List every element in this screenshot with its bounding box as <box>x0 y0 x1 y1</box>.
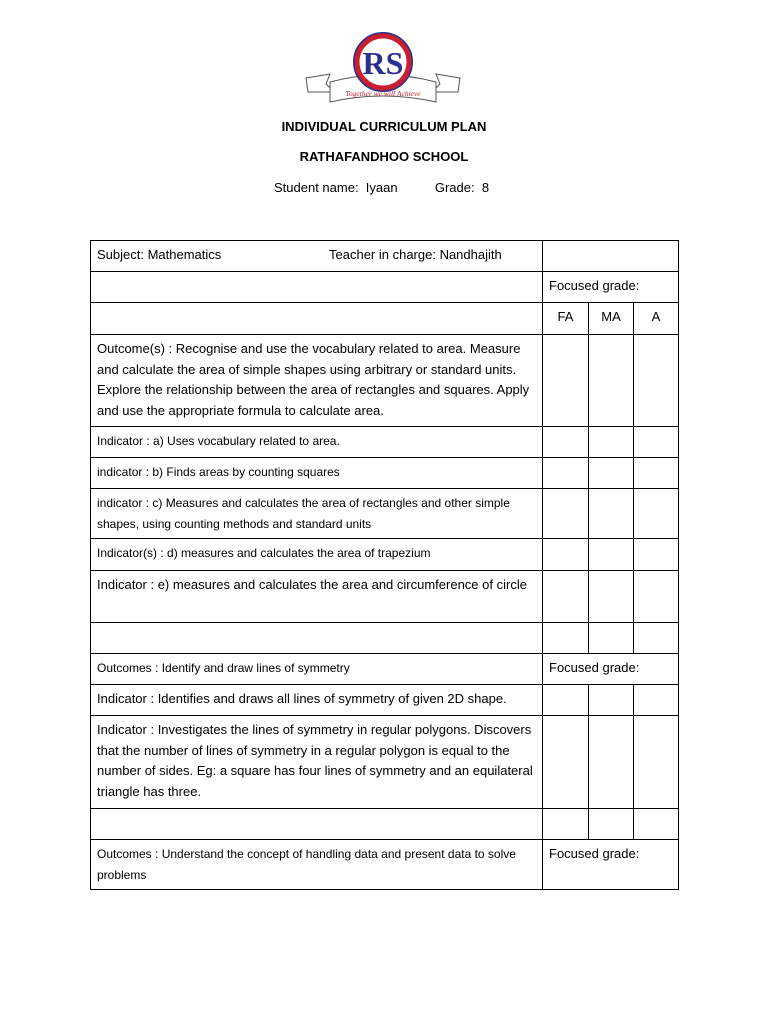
table-row <box>91 716 679 809</box>
student-info <box>274 180 489 195</box>
grade-cell[interactable] <box>543 458 589 489</box>
grade-cell[interactable] <box>543 571 589 623</box>
area-indicator-a: Indicator : a) Uses vocabulary related to area. <box>91 427 543 458</box>
table-row <box>91 571 679 623</box>
grade-column-ma: MA <box>589 303 634 335</box>
grade-cell[interactable] <box>589 571 634 623</box>
table-row <box>91 272 679 303</box>
table-cell <box>91 303 543 335</box>
data-handling-outcome: Outcomes : Understand the concept of handling data and present data to solve problems <box>91 840 543 890</box>
logo-motto: Together we will Achieve <box>345 89 421 98</box>
focused-grade-label: Focused grade: <box>543 840 679 890</box>
table-cell <box>543 241 679 272</box>
grade-cell[interactable] <box>634 335 679 427</box>
school-name: RATHAFANDHOO SCHOOL <box>299 149 469 164</box>
table-row <box>91 458 679 489</box>
table-row <box>91 840 679 890</box>
document-title: INDIVIDUAL CURRICULUM PLAN <box>281 119 487 134</box>
student-name: Iyaan <box>365 180 398 195</box>
grade-cell[interactable] <box>634 539 679 571</box>
subject-cell <box>91 241 543 272</box>
table-row <box>91 623 679 654</box>
table-cell <box>91 272 543 303</box>
grade-cell[interactable] <box>589 489 634 539</box>
logo-letters: RS <box>362 45 404 81</box>
focused-grade-label: Focused grade: <box>543 272 679 303</box>
grade-value: 8 <box>481 180 490 195</box>
table-cell <box>91 623 543 654</box>
grade-cell[interactable] <box>634 458 679 489</box>
grade-cell[interactable] <box>634 623 679 654</box>
grade-cell[interactable] <box>634 427 679 458</box>
table-row <box>91 241 679 272</box>
grade-cell[interactable] <box>634 685 679 716</box>
table-row <box>91 539 679 571</box>
school-logo <box>304 30 462 114</box>
subject-label: Subject: Mathematics <box>97 247 222 262</box>
table-row <box>91 335 679 427</box>
grade-cell[interactable] <box>543 489 589 539</box>
grade-cell[interactable] <box>543 623 589 654</box>
grade-cell[interactable] <box>634 571 679 623</box>
grade-cell[interactable] <box>589 809 634 840</box>
table-row <box>91 685 679 716</box>
table-row <box>91 489 679 539</box>
table-row <box>91 654 679 685</box>
grade-label: Grade: <box>434 180 475 195</box>
focused-grade-label: Focused grade: <box>543 654 679 685</box>
grade-cell[interactable] <box>589 539 634 571</box>
area-indicator-c: indicator : c) Measures and calculates the area of rectangles and other simple shapes, using counting methods and standard units <box>91 489 543 539</box>
grade-cell[interactable] <box>543 716 589 809</box>
curriculum-table <box>90 240 679 890</box>
grade-cell[interactable] <box>589 458 634 489</box>
grade-column-fa: FA <box>543 303 589 335</box>
grade-cell[interactable] <box>634 716 679 809</box>
area-indicator-d: Indicator(s) : d) measures and calculates the area of trapezium <box>91 539 543 571</box>
grade-cell[interactable] <box>589 685 634 716</box>
symmetry-indicator-1: Indicator : Identifies and draws all lines of symmetry of given 2D shape. <box>91 685 543 716</box>
area-indicator-e: Indicator : e) measures and calculates the area and circumference of circle <box>91 571 543 623</box>
table-row <box>91 427 679 458</box>
grade-cell[interactable] <box>589 716 634 809</box>
teacher-label: Teacher in charge: Nandhajith <box>329 247 502 262</box>
student-label: Student name: <box>274 180 359 195</box>
grade-cell[interactable] <box>589 335 634 427</box>
grade-cell[interactable] <box>589 623 634 654</box>
grade-cell[interactable] <box>543 539 589 571</box>
grade-cell[interactable] <box>543 427 589 458</box>
table-row <box>91 809 679 840</box>
grade-cell[interactable] <box>543 685 589 716</box>
grade-cell[interactable] <box>543 335 589 427</box>
table-cell <box>91 809 543 840</box>
symmetry-indicator-2: Indicator : Investigates the lines of symmetry in regular polygons. Discovers that the number of lines of symmetry in a regular polygon is equal to the number of sides. Eg: a square has four lines of symmetry and an equilateral triangle has three. <box>91 716 543 809</box>
grade-cell[interactable] <box>634 489 679 539</box>
area-indicator-b: indicator : b) Finds areas by counting squares <box>91 458 543 489</box>
table-row <box>91 303 679 335</box>
grade-column-a: A <box>634 303 679 335</box>
grade-cell[interactable] <box>634 809 679 840</box>
grade-cell[interactable] <box>543 809 589 840</box>
area-outcome: Outcome(s) : Recognise and use the vocabulary related to area. Measure and calculate the area of simple shapes using arbitrary or standard units. Explore the relationship between the area of rectangles and squares. Apply and use the appropriate formula to calculate area. <box>91 335 543 427</box>
symmetry-outcome: Outcomes : Identify and draw lines of symmetry <box>91 654 543 685</box>
grade-cell[interactable] <box>589 427 634 458</box>
